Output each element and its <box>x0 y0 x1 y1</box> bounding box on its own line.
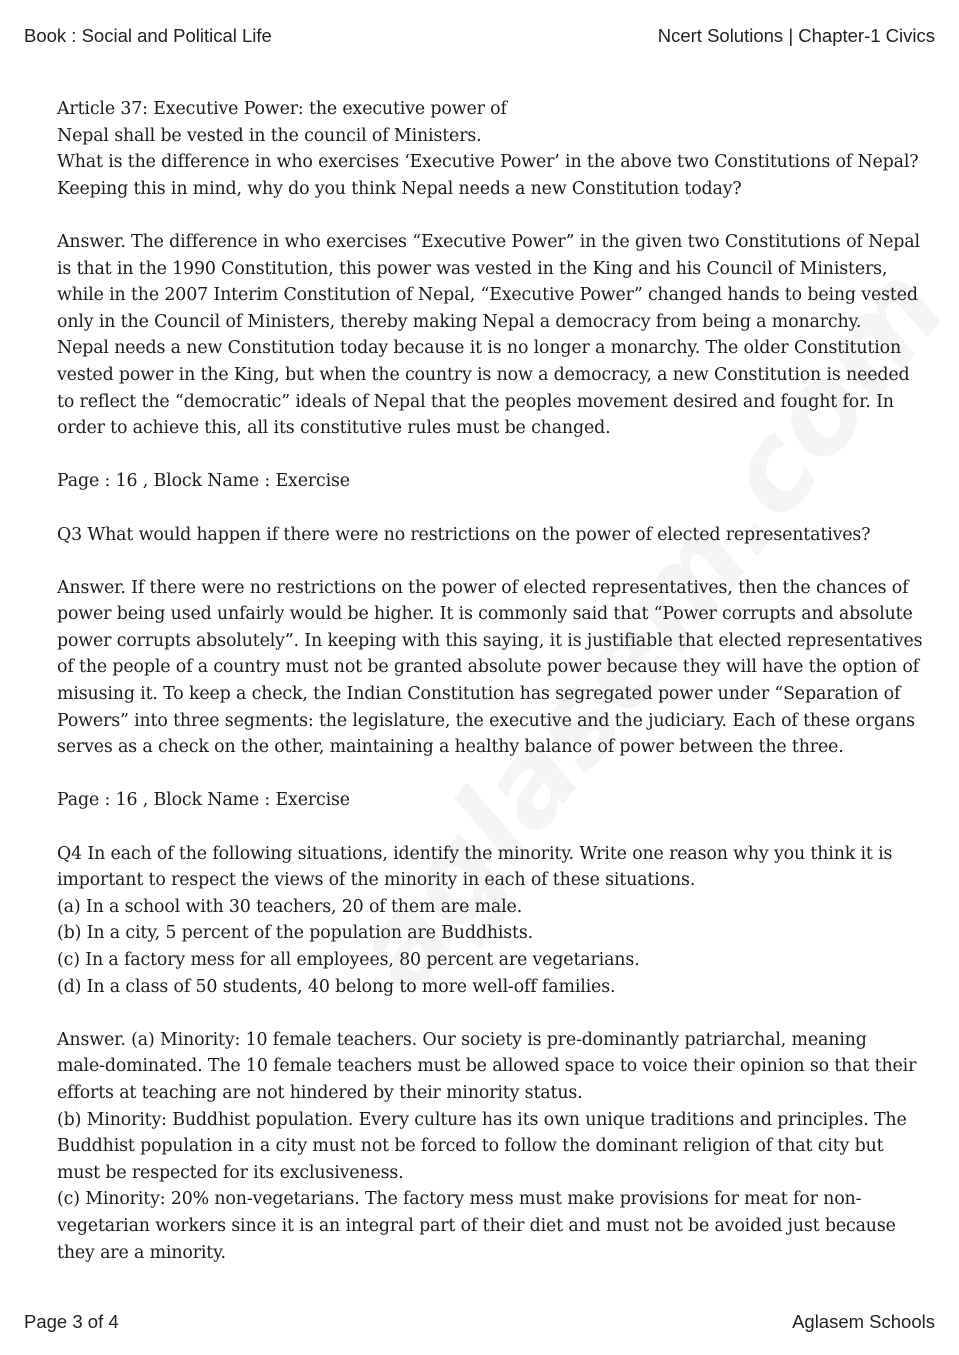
text-line: vegetarian workers since it is an integral part of their diet and must not be avoided just because <box>57 1215 896 1236</box>
answer-4-block <box>57 1027 917 1266</box>
text-line: is that in the 1990 Constitution, this power was vested in the King and his Council of Ministers, <box>57 258 888 279</box>
footer-publisher: Aglasem Schools <box>792 1311 935 1332</box>
header-chapter-title: Ncert Solutions | Chapter-1 Civics <box>657 25 935 46</box>
text-line: must be respected for its exclusiveness. <box>57 1162 404 1183</box>
article-37-block <box>57 96 917 202</box>
text-line: (b) In a city, 5 percent of the population are Buddhists. <box>57 923 534 944</box>
answer-3-block <box>57 575 923 761</box>
text-line: Answer. (a) Minority: 10 female teachers. Our society is pre-dominantly patriarchal, meaning <box>57 1029 867 1050</box>
text-line: important to respect the views of the minority in each of these situations. <box>57 870 696 891</box>
text-line: of the people of a country must not be granted absolute power because they will have the option of <box>57 657 919 678</box>
text-line: power being used unfairly would be higher. It is commonly said that “Power corrupts and absolute <box>57 604 913 625</box>
text-line: they are a minority. <box>57 1242 226 1263</box>
text-line: Nepal shall be vested in the council of Ministers. <box>57 125 482 146</box>
text-line: power corrupts absolutely”. In keeping with this saying, it is justifiable that elected representatives <box>57 630 923 651</box>
text-line: (c) Minority: 20% non-vegetarians. The factory mess must make provisions for meat for non- <box>57 1189 862 1210</box>
text-line: What is the difference in who exercises ‘Executive Power’ in the above two Constitutions of Nepal? <box>57 152 919 173</box>
text-line: male-dominated. The 10 female teachers must be allowed space to voice their opinion so that their <box>57 1056 917 1077</box>
header-book-title: Book : Social and Political Life <box>24 25 272 46</box>
question-4-block <box>57 841 917 1001</box>
text-line: Keeping this in mind, why do you think Nepal needs a new Constitution today? <box>57 178 742 199</box>
page-content <box>57 96 923 1266</box>
text-line: (c) In a factory mess for all employees, 80 percent are vegetarians. <box>57 950 640 970</box>
page-header <box>24 25 935 47</box>
page-reference: Page : 16 , Block Name : Exercise <box>57 471 350 492</box>
text-line: serves as a check on the other, maintaining a healthy balance of power between the three. <box>57 737 844 758</box>
text-line: order to achieve this, all its constitutive rules must be changed. <box>57 418 611 439</box>
text-line: misusing it. To keep a check, the Indian Constitution has segregated power under “Separation of <box>57 684 901 705</box>
text-line: Answer. If there were no restrictions on the power of elected representatives, then the chances of <box>57 577 909 598</box>
answer-2-block <box>57 229 920 442</box>
text-line: only in the Council of Ministers, thereby making Nepal a democracy from being a monarchy. <box>57 311 862 332</box>
text-line: Nepal needs a new Constitution today because it is no longer a monarchy. The older Constitution <box>57 338 902 359</box>
text-line: Q4 In each of the following situations, identify the minority. Write one reason why you think it is <box>57 843 893 864</box>
text-line: efforts at teaching are not hindered by their minority status. <box>57 1082 583 1103</box>
text-line: (d) In a class of 50 students, 40 belong to more well-off families. <box>57 976 616 997</box>
text-line: Buddhist population in a city must not be forced to follow the dominant religion of that city but <box>57 1136 884 1157</box>
text-line: vested power in the King, but when the country is now a democracy, a new Constitution is needed <box>57 364 910 385</box>
question-3: Q3 What would happen if there were no restrictions on the power of elected representatives? <box>57 524 871 545</box>
page-reference: Page : 16 , Block Name : Exercise <box>57 790 350 811</box>
text-line: Powers” into three segments: the legislature, the executive and the judiciary. Each of these organs <box>57 710 915 731</box>
text-line: Answer. The difference in who exercises “Executive Power” in the given two Constitutions of Nepal <box>57 231 920 252</box>
page-footer <box>24 1311 935 1333</box>
text-line: while in the 2007 Interim Constitution of Nepal, “Executive Power” changed hands to being vested <box>57 285 918 306</box>
text-line: Article 37: Executive Power: the executive power of <box>57 99 507 119</box>
footer-page-number: Page 3 of 4 <box>24 1311 119 1332</box>
text-line: to reflect the “democratic” ideals of Nepal that the peoples movement desired and fought for. In <box>57 391 894 412</box>
text-line: (b) Minority: Buddhist population. Every culture has its own unique traditions and principles. The <box>57 1109 907 1130</box>
text-line: (a) In a school with 30 teachers, 20 of them are male. <box>57 896 523 917</box>
